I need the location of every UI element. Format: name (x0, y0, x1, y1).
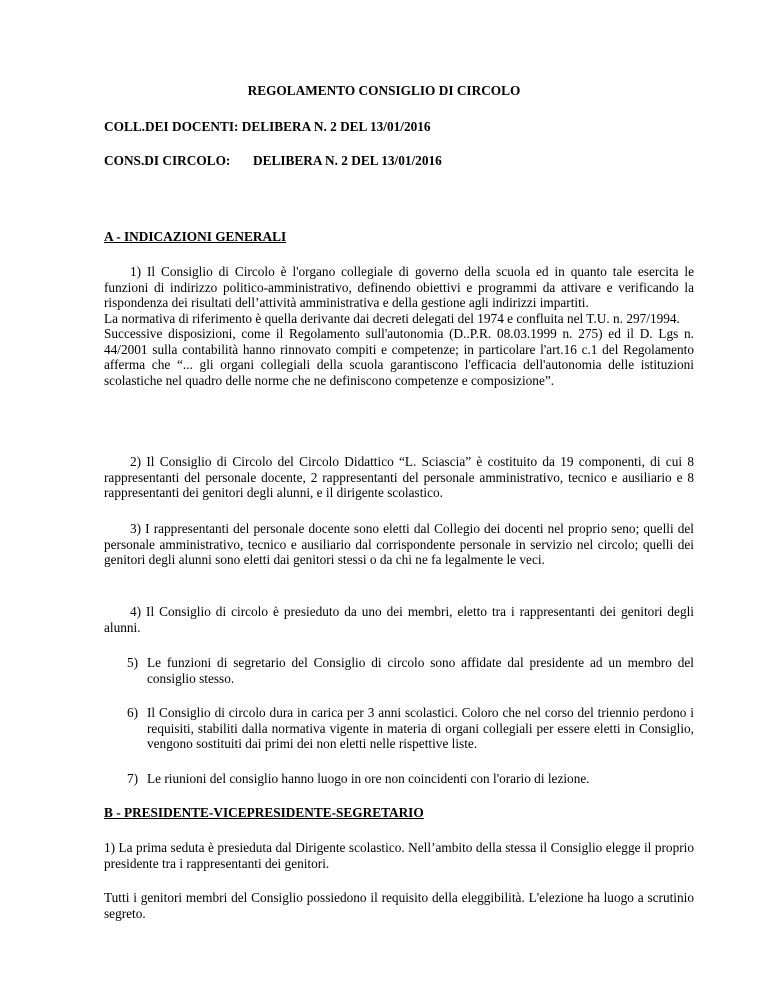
section-a-heading: A - INDICAZIONI GENERALI (104, 229, 287, 244)
consiglio-delibera-label: CONS.DI CIRCOLO: (104, 153, 231, 168)
section-a-paragraph-2 (104, 454, 694, 501)
paragraph-text: 4) Il Consiglio di circolo è presieduto da uno dei membri, eletto tra i rappresentanti dei genitori degli alunni. (104, 604, 694, 635)
list-item-number: 7) (127, 771, 139, 786)
list-item-number: 6) (127, 705, 139, 720)
consiglio-delibera-value: DELIBERA N. 2 DEL 13/01/2016 (253, 153, 442, 168)
document-title: REGOLAMENTO CONSIGLIO DI CIRCOLO (247, 83, 521, 98)
list-item (127, 655, 694, 687)
paragraph-text: 1) Il Consiglio di Circolo è l'organo collegiale di governo della scuola ed in quanto tale esercita le funzioni di indirizzo politico-amministrativo, definendo obiettivi e programmi da attivare e verificando la rispondenza dei risultati dell’attività amministrativa e della gestione agli indirizzi impartiti. (104, 264, 694, 310)
section-a-paragraph-1 (104, 264, 694, 388)
section-b-paragraph-1 (104, 840, 694, 871)
collegio-delibera-line: COLL.DEI DOCENTI: DELIBERA N. 2 DEL 13/01/2016 (104, 119, 431, 134)
section-a-paragraph-4 (104, 604, 694, 635)
section-b-heading: B - PRESIDENTE-VICEPRESIDENTE-SEGRETARIO (104, 805, 424, 820)
section-b-paragraph-2 (104, 890, 694, 921)
paragraph-text: 3) I rappresentanti del personale docente sono eletti dal Collegio dei docenti nel proprio seno; quelli del personale amministrativo, tecnico e ausiliario dal corrispondente personale in servizio nel circolo; quelli dei genitori degli alunni sono eletti dai genitori stessi o da chi ne fa legalmente le veci. (104, 521, 694, 567)
section-a-paragraph-3 (104, 521, 694, 568)
paragraph-text: Tutti i genitori membri del Consiglio possiedono il requisito della eleggibilità. L'elezione ha luogo a scrutinio segreto. (104, 890, 694, 921)
paragraph-text: 1) La prima seduta è presieduta dal Dirigente scolastico. Nell’ambito della stessa il Consiglio elegge il proprio presidente tra i rappresentanti dei genitori. (104, 840, 694, 871)
list-item-number: 5) (127, 655, 139, 670)
paragraph-text: 2) Il Consiglio di Circolo del Circolo Didattico “L. Sciascia” è costituito da 19 componenti, di cui 8 rappresentanti del personale docente, 2 rappresentanti del personale amministrativo, tecnico e ausiliario e 8 rappresentanti dei genitori degli alunni, e il dirigente scolastico. (104, 454, 694, 500)
list-item-text: Il Consiglio di circolo dura in carica per 3 anni scolastici. Coloro che nel corso del triennio perdono i requisiti, stabiliti dalla normativa vigente in materia di organi collegiali per essere eletti in Consiglio, vengono sostituiti dai primi dei non eletti nelle rispettive liste. (147, 705, 694, 751)
list-item (127, 705, 694, 753)
paragraph-text: La normativa di riferimento è quella derivante dai decreti delegati del 1974 e confluita nel T.U. n. 297/1994. (104, 310, 680, 326)
list-item (127, 771, 694, 787)
paragraph-text: Successive disposizioni, come il Regolamento sull'autonomia (D..P.R. 08.03.1999 n. 275) ed il D. Lgs n. 44/2001 sulla contabilità hanno rinnovato compiti e competenze; in particolare l'art.16 c.1 del Regolamento afferma che “... gli organi collegiali della scuola garantiscono l'efficacia dell'autonomia delle istituzioni scolastiche nel quadro delle norme che ne definiscono competenze e composizione”. (104, 326, 694, 388)
list-item-text: Le riunioni del consiglio hanno luogo in ore non coincidenti con l'orario di lezione. (147, 771, 590, 786)
list-item-text: Le funzioni di segretario del Consiglio di circolo sono affidate dal presidente ad un membro del consiglio stesso. (147, 655, 694, 686)
